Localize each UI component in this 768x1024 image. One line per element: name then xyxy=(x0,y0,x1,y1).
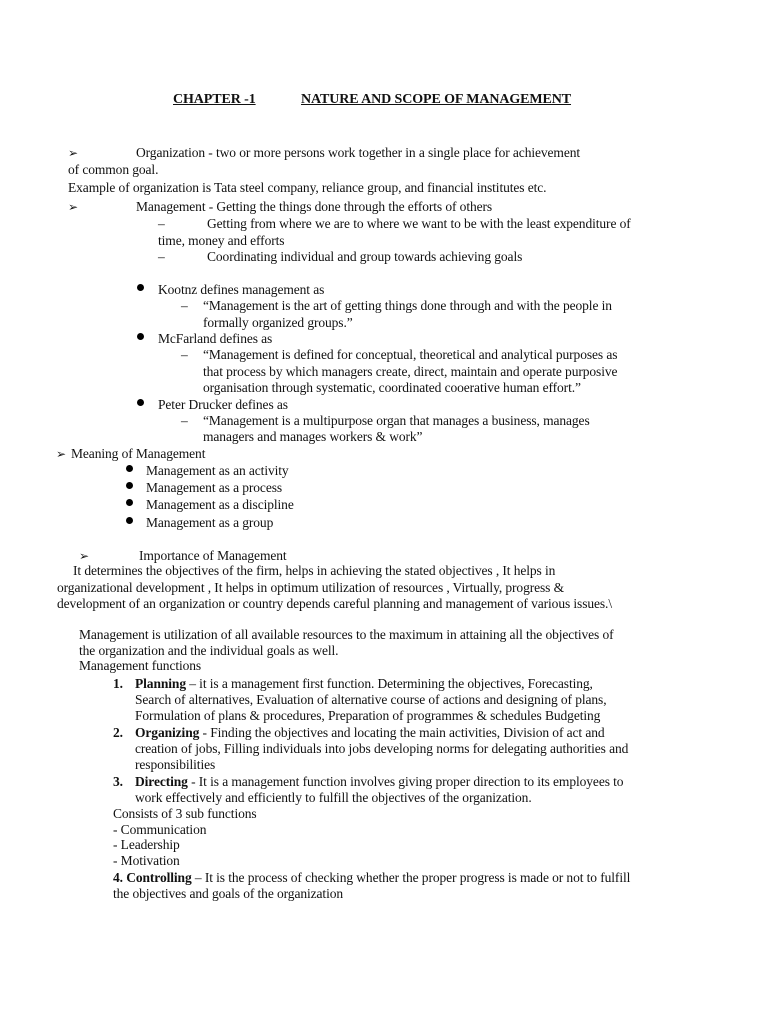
bullet-dot-icon xyxy=(126,482,133,489)
planning-line1 xyxy=(135,676,593,692)
definition-kootnz-head: Kootnz defines management as xyxy=(158,282,325,297)
dash-bullet-icon: – xyxy=(158,249,165,264)
definition-mcfarland-line1: “Management is defined for conceptual, theoretical and analytical purposes as xyxy=(203,347,618,362)
controlling-line2: the objectives and goals of the organization xyxy=(113,886,344,901)
planning-line3: Formulation of plans & procedures, Preparation of programmes & schedules Budgeting xyxy=(135,708,601,723)
chapter-title: NATURE AND SCOPE OF MANAGEMENT xyxy=(301,92,572,107)
organizing-text: - Finding the objectives and locating the main activities, Division of act and xyxy=(199,725,605,740)
management-point1-line2: time, money and efforts xyxy=(158,233,285,248)
bullet-dot-icon xyxy=(126,465,133,472)
organization-example: Example of organization is Tata steel company, reliance group, and financial institutes etc. xyxy=(68,180,547,195)
definition-kootnz-line2: formally organized groups.” xyxy=(203,315,353,330)
definition-drucker-line1: “Management is a multipurpose organ that manages a business, manages xyxy=(203,413,590,428)
planning-label: Planning xyxy=(135,676,186,691)
meaning-item: Management as a group xyxy=(146,515,274,530)
definition-drucker-head: Peter Drucker defines as xyxy=(158,397,288,412)
meaning-item: Management as a process xyxy=(146,480,283,495)
bullet-dot-icon xyxy=(137,284,144,291)
sub-functions-heading: Consists of 3 sub functions xyxy=(113,806,257,821)
organizing-number: 2. xyxy=(113,725,123,740)
definition-drucker-line2: managers and manages workers & work” xyxy=(203,429,423,444)
importance-heading: Importance of Management xyxy=(139,548,287,563)
sub-function-item: - Motivation xyxy=(113,853,180,868)
directing-label: Directing xyxy=(135,774,188,789)
definition-kootnz-line1: “Management is the art of getting things done through and with the people in xyxy=(203,298,612,313)
dash-bullet-icon: – xyxy=(181,298,188,313)
dash-bullet-icon: – xyxy=(181,347,188,362)
arrow-bullet-icon: ➢ xyxy=(79,549,89,563)
management-definition: Management - Getting the things done through the efforts of others xyxy=(136,199,493,214)
management-point1-line1: Getting from where we are to where we want to be with the least expenditure of xyxy=(207,216,631,231)
arrow-bullet-icon: ➢ xyxy=(68,200,78,214)
planning-line2: Search of alternatives, Evaluation of alternative course of actions and designing of plans, xyxy=(135,692,607,707)
sub-function-item: - Leadership xyxy=(113,837,180,852)
importance-line2: organizational development , It helps in optimum utilization of resources , Virtually, progress & xyxy=(57,580,565,595)
meaning-item: Management as an activity xyxy=(146,463,289,478)
planning-number: 1. xyxy=(113,676,123,691)
importance-line1: It determines the objectives of the firm, helps in achieving the stated objectives , It helps in xyxy=(73,563,556,578)
dash-bullet-icon: – xyxy=(158,216,165,231)
utilization-line2: the organization and the individual goals as well. xyxy=(79,643,339,658)
meaning-item: Management as a discipline xyxy=(146,497,294,512)
meaning-heading: Meaning of Management xyxy=(71,446,206,461)
management-point2: Coordinating individual and group towards achieving goals xyxy=(207,249,523,264)
definition-mcfarland-line3: organisation through systematic, coordinated cooerative human effort.” xyxy=(203,380,581,395)
arrow-bullet-icon: ➢ xyxy=(56,447,66,461)
bullet-dot-icon xyxy=(137,333,144,340)
organization-definition-line2: of common goal. xyxy=(68,162,159,177)
organizing-line3: responsibilities xyxy=(135,757,216,772)
controlling-label: 4. Controlling xyxy=(113,870,192,885)
directing-line2: work effectively and efficiently to fulfill the objectives of the organization. xyxy=(135,790,532,805)
bullet-dot-icon xyxy=(126,517,133,524)
bullet-dot-icon xyxy=(126,499,133,506)
directing-number: 3. xyxy=(113,774,123,789)
directing-text: - It is a management function involves giving proper direction to its employees to xyxy=(187,774,624,789)
bullet-dot-icon xyxy=(137,399,144,406)
chapter-number: CHAPTER -1 xyxy=(173,92,256,107)
directing-line1 xyxy=(135,774,623,790)
organizing-label: Organizing xyxy=(135,725,200,740)
functions-heading: Management functions xyxy=(79,658,202,673)
definition-mcfarland-head: McFarland defines as xyxy=(158,331,273,346)
organization-definition-line1: Organization - two or more persons work together in a single place for achievement xyxy=(136,145,581,160)
planning-text: – it is a management first function. Determining the objectives, Forecasting, xyxy=(185,676,593,691)
definition-mcfarland-line2: that process by which managers create, direct, maintain and operate purposive xyxy=(203,364,618,379)
utilization-line1: Management is utilization of all available resources to the maximum in attaining all the objectives of xyxy=(79,627,614,642)
organizing-line2: creation of jobs, Filling individuals into jobs developing norms for delegating authorities and xyxy=(135,741,629,756)
importance-line3: development of an organization or country depends careful planning and management of various issues.\ xyxy=(57,596,612,611)
controlling-line1 xyxy=(113,870,630,886)
controlling-text: – It is the process of checking whether the proper progress is made or not to fulfill xyxy=(191,870,631,885)
sub-function-item: - Communication xyxy=(113,822,207,837)
dash-bullet-icon: – xyxy=(181,413,188,428)
arrow-bullet-icon: ➢ xyxy=(68,146,78,160)
organizing-line1 xyxy=(135,725,605,741)
